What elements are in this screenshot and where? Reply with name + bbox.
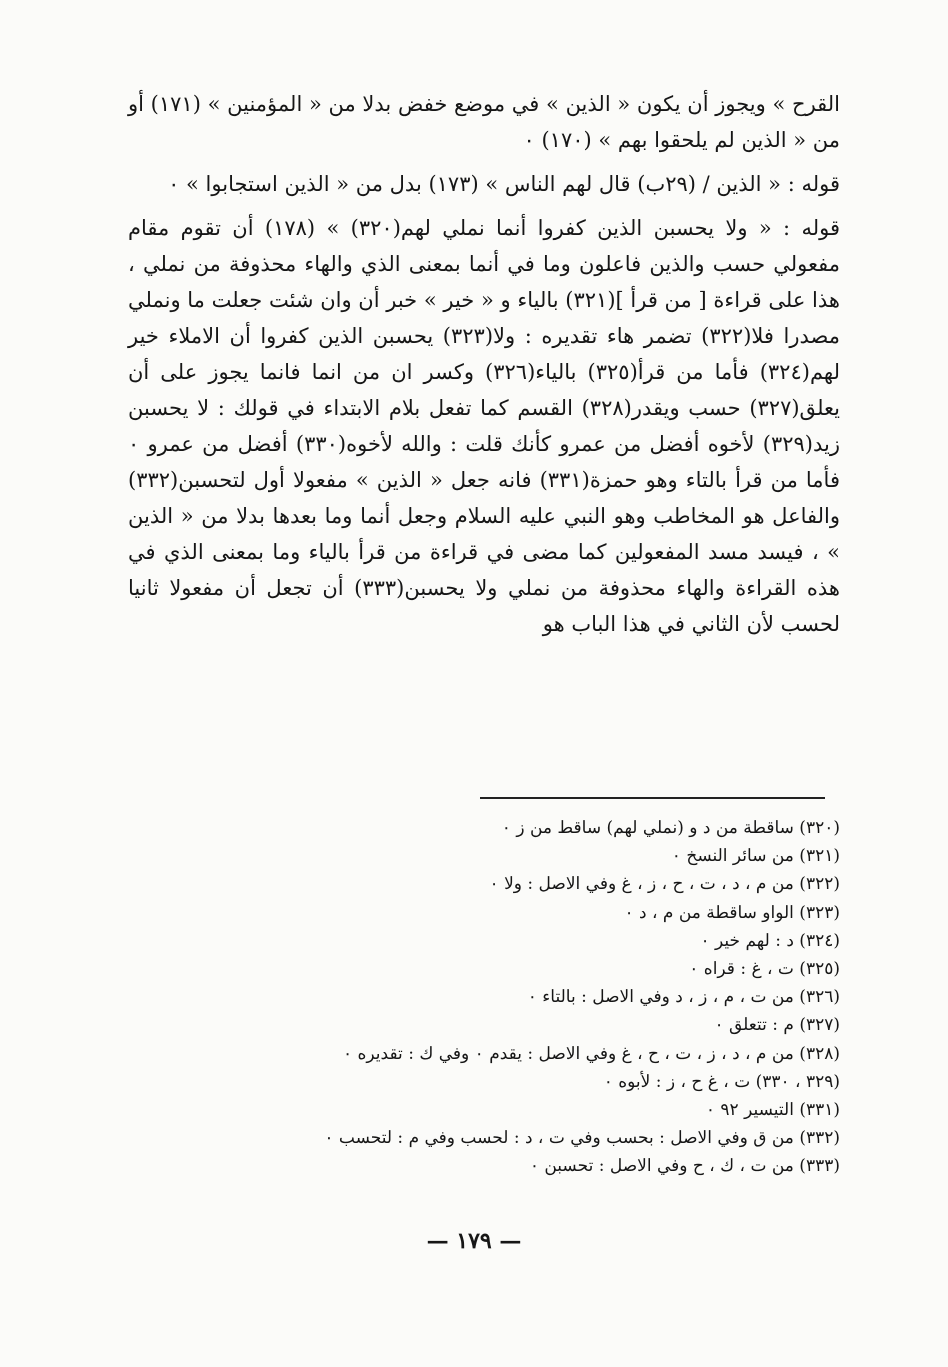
footnotes xyxy=(150,814,840,1181)
footnote: (٣٢٩ ، ٣٣٠) ت ، غ ح ، ز : لأبوه ٠ xyxy=(603,1071,840,1092)
paragraph: القرح » ويجوز أن يكون « الذين » في موضع خفض بدلا من « المؤمنين » (١٧١) أو من « الذين لم يلحقوا بهم » (١٧٠) ٠ xyxy=(128,92,841,152)
footnote: (٣٢١) من سائر النسخ ٠ xyxy=(671,846,840,867)
footnote: (٣٢٨) من م ، د ، ز ، ت ، ح ، غ وفي الاصل : يقدم ٠ وفي ك : تقديره ٠ xyxy=(342,1043,840,1064)
footnote: (٣٣١) التيسير ٩٢ ٠ xyxy=(705,1100,840,1121)
footnote: (٣٢٦) من ت ، م ، ز ، د وفي الاصل : بالتاء ٠ xyxy=(527,987,840,1008)
footnote: (٣٢٢) من م ، د ، ت ، ح ، ز ، غ وفي الاصل : ولا ٠ xyxy=(489,874,840,895)
page-number: — ١٧٩ — xyxy=(426,1228,522,1254)
footnote: (٣٢٣) الواو ساقطة من م ، د ٠ xyxy=(624,902,840,923)
footnote: (٣٣٣) من ت ، ك ، ح وفي الاصل : تحسبن ٠ xyxy=(529,1156,840,1177)
main-text xyxy=(128,86,840,642)
footnote: (٣٢٥) ت ، غ : قراه ٠ xyxy=(689,959,840,980)
footnote: (٣٢٤) د : لهم خير ٠ xyxy=(700,930,840,951)
footnote-divider xyxy=(480,797,825,799)
footnote: (٣٢٧) م : تتعلق ٠ xyxy=(714,1015,840,1036)
footnote: (٣٢٠) ساقطة من د و (نملي لهم) ساقط من ز ٠ xyxy=(501,818,840,838)
footnote: (٣٣٢) من ق وفي الاصل : بحسب وفي ت ، د : لحسب وفي م : لتحسب ٠ xyxy=(324,1128,840,1149)
paragraph: قوله : « ولا يحسبن الذين كفروا أنما نملي لهم(٣٢٠) » (١٧٨) أن تقوم مقام مفعولي حسب والذين فاعلون وما في أنما بمعنى الذي والهاء محذوفة من نملي ، هذا على قراءة [ من قرأ ](٣٢١) بالياء و « خير » خبر أن وان شئت جعلت ما ونملي مصدرا فلا(٣٢٢) تضمر هاء تقديره : ولا(٣٢٣) يحسبن الذين كفروا أن الاملاء خير لهم(٣٢٤) فأما من قرأ(٣٢٥) بالياء(٣٢٦) وكسر ان من انما فانما يجوز على أن يعلق(٣٢٧) حسب ويقدر(٣٢٨) القسم كما تفعل بلام الابتداء في قولك : لا يحسبن زيد(٣٢٩) لأخوه أفضل من عمرو كأنك قلت : والله لأخوه(٣٣٠) أفضل من عمرو ٠ فأما من قرأ بالتاء وهو حمزة(٣٣١) فانه جعل « الذين » مفعولا أول لتحسبن(٣٣٢) والفاعل هو المخاطب وهو النبي عليه السلام وجعل أنما وما بعدها بدلا من « الذين » ، فيسد مسد المفعولين كما مضى في قراءة من قرأ بالياء وما بمعنى الذي في هذه القراءة والهاء محذوفة من نملي ولا يحسبن(٣٣٣) أن تجعل أن مفعولا ثانيا لحسب لأن الثاني في هذا الباب هو xyxy=(128,216,840,636)
paragraph: قوله : « الذين / (٢٩ب) قال لهم الناس » (١٧٣) بدل من « الذين استجابوا » ٠ xyxy=(168,172,840,196)
